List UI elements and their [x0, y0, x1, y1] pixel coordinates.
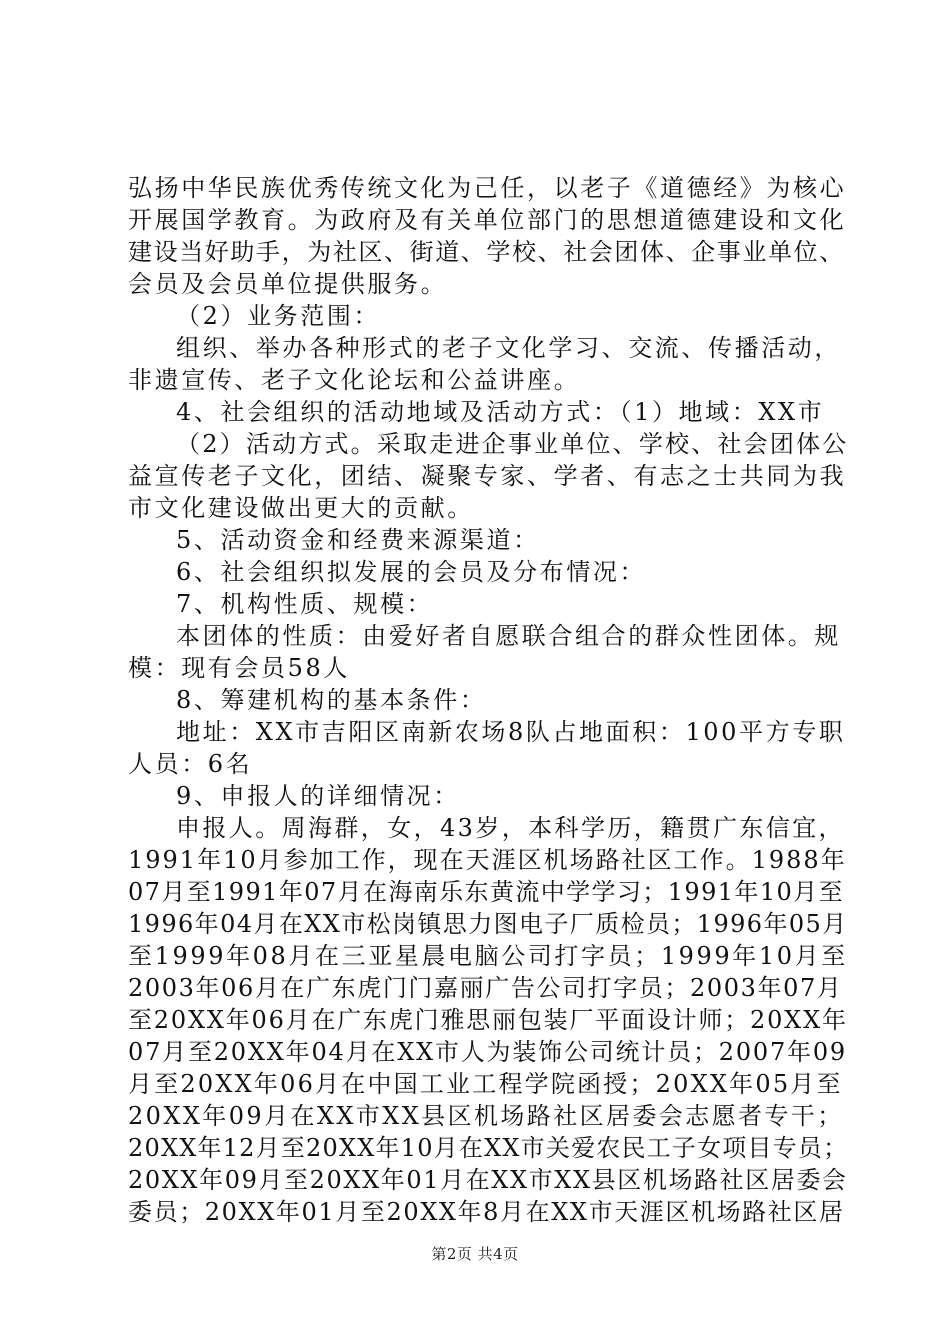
paragraph-line: 本团体的性质：由爱好者自愿联合组合的群众性团体。规 [176, 622, 841, 650]
paragraph-line: （2）活动方式。采取走进企事业单位、学校、社会团体公 [176, 430, 849, 458]
document-body [128, 172, 848, 1228]
paragraph-line: 月至20XX年06月在中国工业工程学院函授；20XX年05月至 [128, 1070, 843, 1098]
paragraph-line: 建设当好助手，为社区、街道、学校、社会团体、企事业单位、 [128, 238, 845, 266]
paragraph-line: 组织、举办各种形式的老子文化学习、交流、传播活动， [176, 334, 841, 362]
paragraph-line: 人员：6名 [128, 750, 253, 778]
paragraph-line: 20XX年09月在XX市XX县区机场路社区居委会志愿者专干； [128, 1102, 844, 1130]
paragraph-line: 地址：XX市吉阳区南新农场8队占地面积：100平方专职 [176, 718, 846, 746]
paragraph-line: 2003年06月在广东虎门门嘉丽广告公司打字员；2003年07月 [128, 974, 843, 1002]
paragraph-line: 模：现有会员58人 [128, 654, 350, 682]
paragraph-line: 9、申报人的详细情况： [176, 782, 460, 810]
paragraph-line: 1991年10月参加工作，现在天涯区机场路社区工作。1988年 [128, 846, 847, 874]
paragraph-line: 益宣传老子文化，团结、凝聚专家、学者、有志之士共同为我 [128, 462, 847, 490]
paragraph-line: 市文化建设做出更大的贡献。 [128, 494, 474, 522]
paragraph-line: 会员及会员单位提供服务。 [128, 270, 448, 298]
paragraph-line: 弘扬中华民族优秀传统文化为己任，以老子《道德经》为核心 [128, 174, 847, 202]
paragraph-line: 4、社会组织的活动地域及活动方式：（1）地域：XX市 [176, 398, 825, 426]
paragraph-line: 07月至20XX年04月在XX市人为装饰公司统计员；2007年09 [128, 1038, 847, 1066]
paragraph-line: 07月至1991年07月在海南乐东黄流中学学习；1991年10月至 [128, 878, 844, 906]
paragraph-line: 20XX年09月至20XX年01月在XX市XX县区机场路社区居委会 [128, 1166, 848, 1194]
paragraph-line: 申报人。周海群，女，43岁，本科学历，籍贯广东信宜， [176, 814, 845, 842]
page-footer: 第2页 共4页 [431, 1245, 519, 1263]
paragraph-line: 至20XX年06月在广东虎门雅思丽包装厂平面设计师；20XX年 [128, 1006, 848, 1034]
paragraph-line: 8、筹建机构的基本条件： [176, 686, 487, 714]
paragraph-line: 6、社会组织拟发展的会员及分布情况： [176, 558, 647, 586]
paragraph-line: 20XX年12月至20XX年10月在XX市关爱农民工子女项目专员； [128, 1134, 849, 1162]
paragraph-line: （2）业务范围： [176, 302, 381, 330]
paragraph-line: 开展国学教育。为政府及有关单位部门的思想道德建设和文化 [128, 206, 847, 234]
paragraph-line: 5、活动资金和经费来源渠道： [176, 526, 540, 554]
paragraph-line: 1996年04月在XX市松岗镇思力图电子厂质检员；1996年05月 [128, 910, 848, 938]
paragraph-line: 至1999年08月在三亚星晨电脑公司打字员；1999年10月至 [128, 942, 848, 970]
paragraph-line: 非遗宣传、老子文化论坛和公益讲座。 [128, 366, 581, 394]
paragraph-line: 7、机构性质、规模： [176, 590, 434, 618]
paragraph-line: 委员；20XX年01月至20XX年8月在XX市天涯区机场路社区居 [128, 1198, 845, 1226]
